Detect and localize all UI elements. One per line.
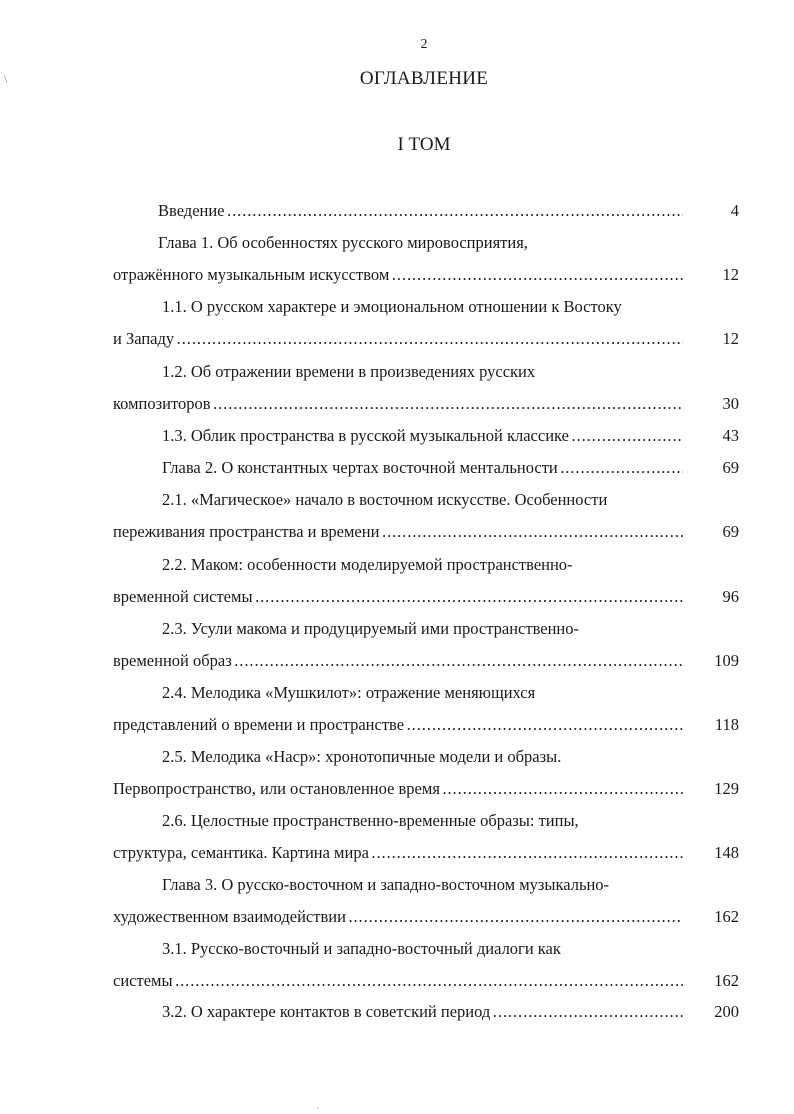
toc-text: временной системы	[113, 587, 253, 606]
toc-text: структура, семантика. Картина мира	[113, 843, 369, 862]
toc-page-number: 30	[722, 394, 739, 413]
toc-text: Первопространство, или остановленное время	[113, 779, 440, 798]
toc-page-number: 148	[714, 843, 739, 862]
toc-line	[162, 938, 683, 960]
toc-text: отражённого музыкальным искусством	[113, 265, 390, 284]
toc-line	[162, 489, 683, 511]
toc-line	[113, 970, 683, 992]
toc-page-number: 4	[730, 201, 739, 220]
toc-text: и Западу	[113, 329, 175, 348]
scan-speck: ·	[316, 1103, 319, 1113]
toc-line	[113, 393, 683, 415]
toc-line	[162, 810, 683, 832]
toc-text: художественном взаимодействии	[113, 907, 346, 926]
toc-text: 3.2. О характере контактов в советский период	[162, 1002, 491, 1021]
toc-text: Глава 2. О константных чертах восточной ментальности	[162, 458, 558, 477]
toc-line	[158, 200, 683, 222]
margin-mark: \	[4, 72, 8, 86]
toc-line	[162, 554, 683, 576]
toc-text: 1.1. О русском характере и эмоциональном отношении к Востоку	[162, 297, 622, 316]
toc-text: Глава 3. О русско-восточном и западно-восточном музыкально-	[162, 875, 610, 894]
toc-text: временной образ	[113, 651, 232, 670]
toc-text: Введение	[158, 201, 225, 220]
toc-text: 2.3. Усули макома и продуцируемый ими пространственно-	[162, 619, 579, 638]
toc-line	[162, 618, 683, 640]
volume-heading: I ТОМ	[397, 134, 451, 155]
toc-page-number: 109	[714, 651, 739, 670]
toc-text: переживания пространства и времени	[113, 522, 380, 541]
toc-text: 2.1. «Магическое» начало в восточном искусстве. Особенности	[162, 490, 608, 509]
toc-page-number: 12	[722, 265, 739, 284]
toc-page-number: 162	[714, 971, 739, 990]
toc-line	[113, 650, 683, 672]
toc-line	[162, 874, 683, 896]
toc-line	[113, 906, 683, 928]
toc-line	[113, 264, 683, 286]
toc-text: 2.6. Целостные пространственно-временные образы: типы,	[162, 811, 579, 830]
toc-page-number: 69	[722, 458, 739, 477]
toc-line	[113, 714, 683, 736]
toc-text: представлений о времени и пространстве	[113, 715, 405, 734]
toc-line	[162, 296, 683, 318]
toc-line	[162, 361, 683, 383]
toc-text: 2.4. Мелодика «Мушкилот»: отражение меняющихся	[162, 683, 536, 702]
toc-page-number: 12	[722, 329, 739, 348]
toc-line	[113, 778, 683, 800]
toc-line	[113, 521, 683, 543]
toc-line	[162, 457, 683, 479]
toc-line	[113, 328, 683, 350]
page-number: 2	[420, 37, 428, 52]
toc-line	[162, 1001, 683, 1023]
toc-line	[162, 682, 683, 704]
toc-page-number: 118	[714, 715, 739, 734]
toc-page-number: 129	[714, 779, 739, 798]
page-title: ОГЛАВЛЕНИЕ	[359, 68, 489, 89]
toc-text: 2.5. Мелодика «Наср»: хронотопичные модели и образы.	[162, 747, 562, 766]
toc-page-number: 162	[714, 907, 739, 926]
toc-text: Глава 1. Об особенностях русского мировосприятия,	[158, 233, 528, 252]
toc-page-number: 69	[722, 522, 739, 541]
toc-line	[113, 842, 683, 864]
toc-page-number: 43	[722, 426, 739, 445]
toc-line	[113, 586, 683, 608]
toc-text: 1.3. Облик пространства в русской музыкальной классике	[162, 426, 569, 445]
toc-page-number: 96	[722, 587, 739, 606]
toc-text: 1.2. Об отражении времени в произведениях русских	[162, 362, 536, 381]
toc-text: 3.1. Русско-восточный и западно-восточный диалоги как	[162, 939, 561, 958]
toc-line	[162, 746, 683, 768]
toc-line	[162, 425, 683, 447]
toc-text: композиторов	[113, 394, 211, 413]
toc-line	[158, 232, 683, 254]
toc-text: системы	[113, 971, 173, 990]
toc-page-number: 200	[714, 1002, 739, 1021]
toc-text: 2.2. Маком: особенности моделируемой пространственно-	[162, 555, 573, 574]
